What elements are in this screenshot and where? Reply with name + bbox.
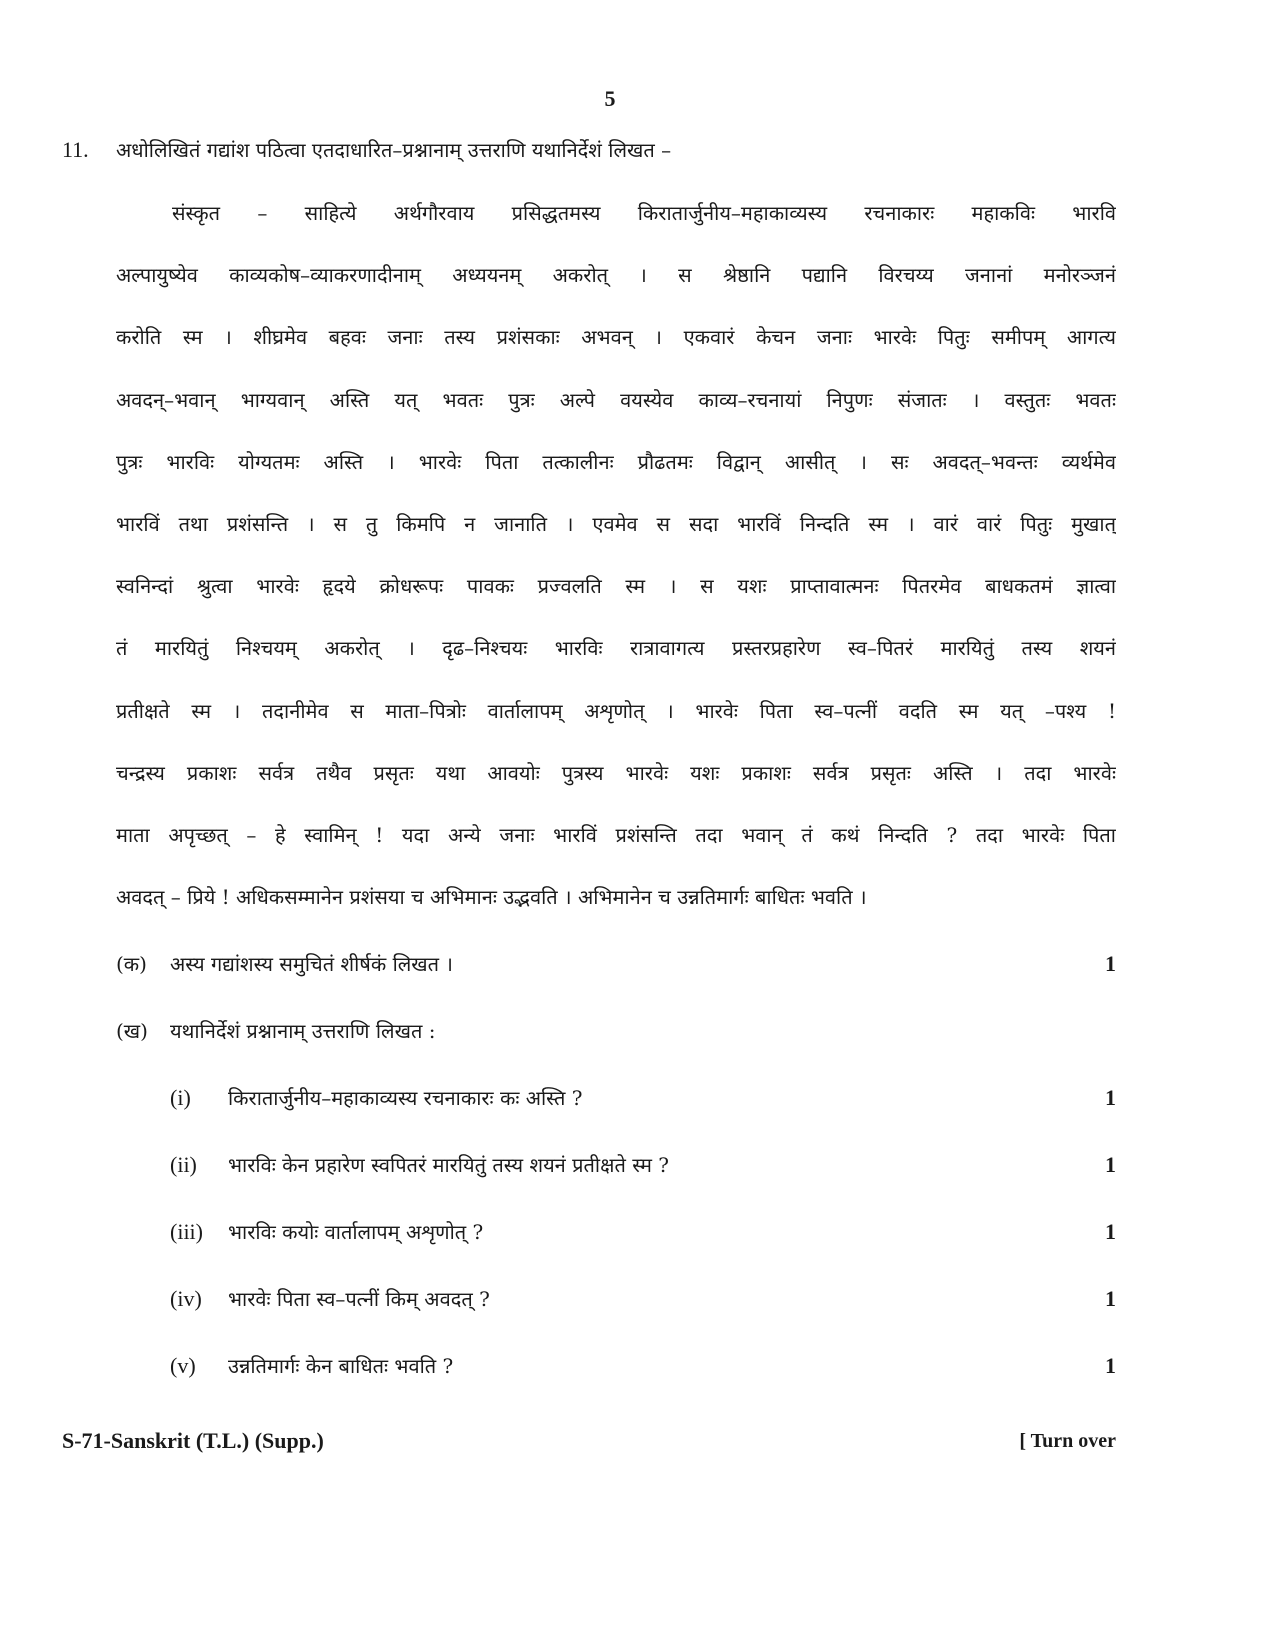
subquestion-marks: 1 <box>1105 1353 1116 1378</box>
subquestion-label: (ii) <box>170 1152 197 1177</box>
subquestion-row <box>170 1078 1116 1118</box>
passage-line: अवदन्–भवान् भाग्यवान् अस्ति यत् भवतः पुत्रः अल्पे वयस्येव काव्य–रचनायां निपुणः संजातः । वस्तुतः भवतः <box>116 387 1116 412</box>
subquestion-row <box>170 1212 1116 1252</box>
passage-line: अवदत् – प्रिये ! अधिकसम्मानेन प्रशंसया च अभिमानः उद्भवति । अभिमानेन च उन्नतिमार्गः बाधितः भवति । <box>116 885 867 910</box>
subquestion-row <box>170 1145 1116 1185</box>
subquestion-marks: 1 <box>1105 1286 1116 1311</box>
paper-code: S-71-Sanskrit (T.L.) (Supp.) <box>62 1428 324 1453</box>
turn-over-note: [ Turn over <box>1019 1430 1116 1452</box>
passage-line: स्वनिन्दां श्रुत्वा भारवेः हृदये क्रोधरूपः पावकः प्रज्वलति स्म । स यशः प्राप्तावात्मनः पितरमेव बाधकतमं ज्ञात्वा <box>116 574 1116 599</box>
part-b-question <box>116 1011 1116 1051</box>
passage <box>116 193 1116 939</box>
part-a-text: अस्य गद्यांशस्य समुचितं शीर्षकं लिखत । <box>170 952 454 976</box>
part-a-label: (क) <box>116 952 147 976</box>
page-number: 5 <box>604 86 616 111</box>
subquestion-label: (iii) <box>170 1219 203 1244</box>
subquestion-label: (iv) <box>170 1286 202 1311</box>
passage-line: अल्पायुष्येव काव्यकोष–व्याकरणादीनाम् अध्ययनम् अकरोत् । स श्रेष्ठानि पद्यानि विरचय्य जनानां मनोरञ्जनं <box>116 263 1116 288</box>
passage-line: पुत्रः भारविः योग्यतमः अस्ति । भारवेः पिता तत्कालीनः प्रौढतमः विद्वान् आसीत् । सः अवदत्–भवन्तः व्यर्थमेव <box>116 449 1116 474</box>
passage-line: संस्कृत – साहित्ये अर्थगौरवाय प्रसिद्धतमस्य किरातार्जुनीय–महाकाव्यस्य रचनाकारः महाकविः भारवि <box>172 201 1116 225</box>
subquestion-marks: 1 <box>1105 1152 1116 1177</box>
subquestion-row <box>170 1279 1116 1319</box>
part-a-question <box>116 944 1116 984</box>
part-b-label: (ख) <box>116 1019 148 1043</box>
passage-line: माता अपृच्छत् – हे स्वामिन् ! यदा अन्ये जनाः भारविं प्रशंसन्ति तदा भवान् तं कथं निन्दति ? तदा भारवेः पिता <box>116 822 1116 847</box>
subquestion-text: उन्नतिमार्गः केन बाधितः भवति ? <box>228 1354 454 1378</box>
question-number: 11. <box>62 137 89 162</box>
subquestion-label: (i) <box>170 1085 191 1110</box>
part-b-text: यथानिर्देशं प्रश्नानाम् उत्तराणि लिखत : <box>170 1019 436 1043</box>
question-instruction: अधोलिखितं गद्यांश पठित्वा एतदाधारित–प्रश्नानाम् उत्तराणि यथानिर्देशं लिखत – <box>116 138 672 162</box>
passage-line: चन्द्रस्य प्रकाशः सर्वत्र तथैव प्रसृतः यथा आवयोः पुत्रस्य भारवेः यशः प्रकाशः सर्वत्र प्रसृतः अस्ति । तदा भारवेः <box>116 760 1116 785</box>
passage-line: करोति स्म । शीघ्रमेव बहवः जनाः तस्य प्रशंसकाः अभवन् । एकवारं केचन जनाः भारवेः पितुः समीपम् आगत्य <box>116 325 1116 350</box>
subquestion-text: भारविः केन प्रहारेण स्वपितरं मारयितुं तस्य शयनं प्रतीक्षते स्म ? <box>228 1153 670 1177</box>
subquestion-text: भारविः कयोः वार्तालापम् अशृणोत् ? <box>228 1220 484 1244</box>
question-heading <box>62 135 1155 165</box>
subquestion-label: (v) <box>170 1353 196 1378</box>
subquestion-marks: 1 <box>1105 1219 1116 1244</box>
subquestion-marks: 1 <box>1105 1085 1116 1110</box>
passage-line: प्रतीक्षते स्म । तदानीमेव स माता–पित्रोः वार्तालापम् अशृणोत् । भारवेः पिता स्व–पत्नीं वदति स्म यत् –पश्य ! <box>116 698 1116 723</box>
subquestion-text: किरातार्जुनीय–महाकाव्यस्य रचनाकारः कः अस्ति ? <box>228 1086 583 1110</box>
passage-line: भारविं तथा प्रशंसन्ति । स तु किमपि न जानाति । एवमेव स सदा भारविं निन्दति स्म । वारं वारं पितुः मुखात् <box>116 511 1116 536</box>
subquestion-row <box>170 1346 1116 1386</box>
passage-line: तं मारयितुं निश्चयम् अकरोत् । दृढ–निश्चयः भारविः रात्रावागत्य प्रस्तरप्रहारेण स्व–पितरं मारयितुं तस्य शयनं <box>116 636 1116 661</box>
part-a-marks: 1 <box>1105 951 1116 976</box>
subquestion-text: भारवेः पिता स्व–पत्नीं किम् अवदत् ? <box>228 1287 490 1311</box>
